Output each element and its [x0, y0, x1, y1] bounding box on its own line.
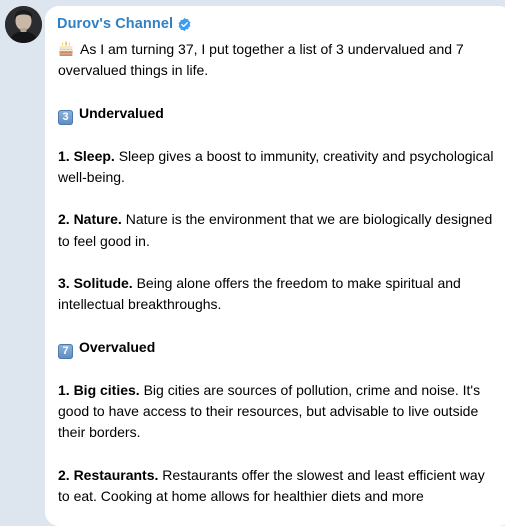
- channel-name[interactable]: Durov's Channel: [57, 16, 174, 32]
- message-text: [58, 39, 499, 507]
- list-item-title: 2. Restaurants.: [58, 466, 159, 483]
- list-item-text: Big cities are sources of pollution, crime and noise. It's good to have access to their resources, but advisable to live outside their borders.: [58, 381, 481, 441]
- list-item: [58, 465, 499, 507]
- list-item-text: Restaurants offer the slowest and least efficient way to eat. Cooking at home allows for healthier diets and more: [58, 466, 485, 504]
- list-item: [58, 209, 499, 251]
- birthday-cake-icon: [58, 41, 74, 57]
- list-item: [58, 146, 499, 188]
- keycap-seven-icon: 7: [58, 344, 73, 359]
- message-bubble: [45, 6, 505, 526]
- list-item-text: Sleep gives a boost to immunity, creativity and psychological well-being.: [58, 147, 494, 185]
- list-item-text: Being alone offers the freedom to make spiritual and intellectual breakthroughs.: [58, 274, 461, 313]
- message-header: [57, 12, 499, 36]
- overvalued-heading-text: Overvalued: [79, 338, 156, 355]
- overvalued-heading: [58, 337, 499, 359]
- list-item: [58, 380, 499, 444]
- list-item-title: 1. Big cities.: [58, 381, 140, 398]
- list-item-title: 2. Nature.: [58, 211, 122, 228]
- list-item-title: 3. Solitude.: [58, 274, 133, 291]
- list-item-text: Nature is the environment that we are biologically designed to feel good in.: [58, 211, 493, 249]
- intro-text: As I am turning 37, I put together a list of 3 undervalued and 7 overvalued things in life.: [58, 41, 464, 79]
- channel-avatar[interactable]: [5, 6, 42, 43]
- list-item-title: 1. Sleep.: [58, 147, 115, 164]
- intro-paragraph: [58, 39, 499, 81]
- list-item: [58, 273, 499, 315]
- undervalued-heading: [58, 103, 499, 125]
- keycap-three-icon: 3: [58, 110, 73, 125]
- verified-badge-icon: [177, 17, 192, 32]
- undervalued-heading-text: Undervalued: [79, 104, 164, 121]
